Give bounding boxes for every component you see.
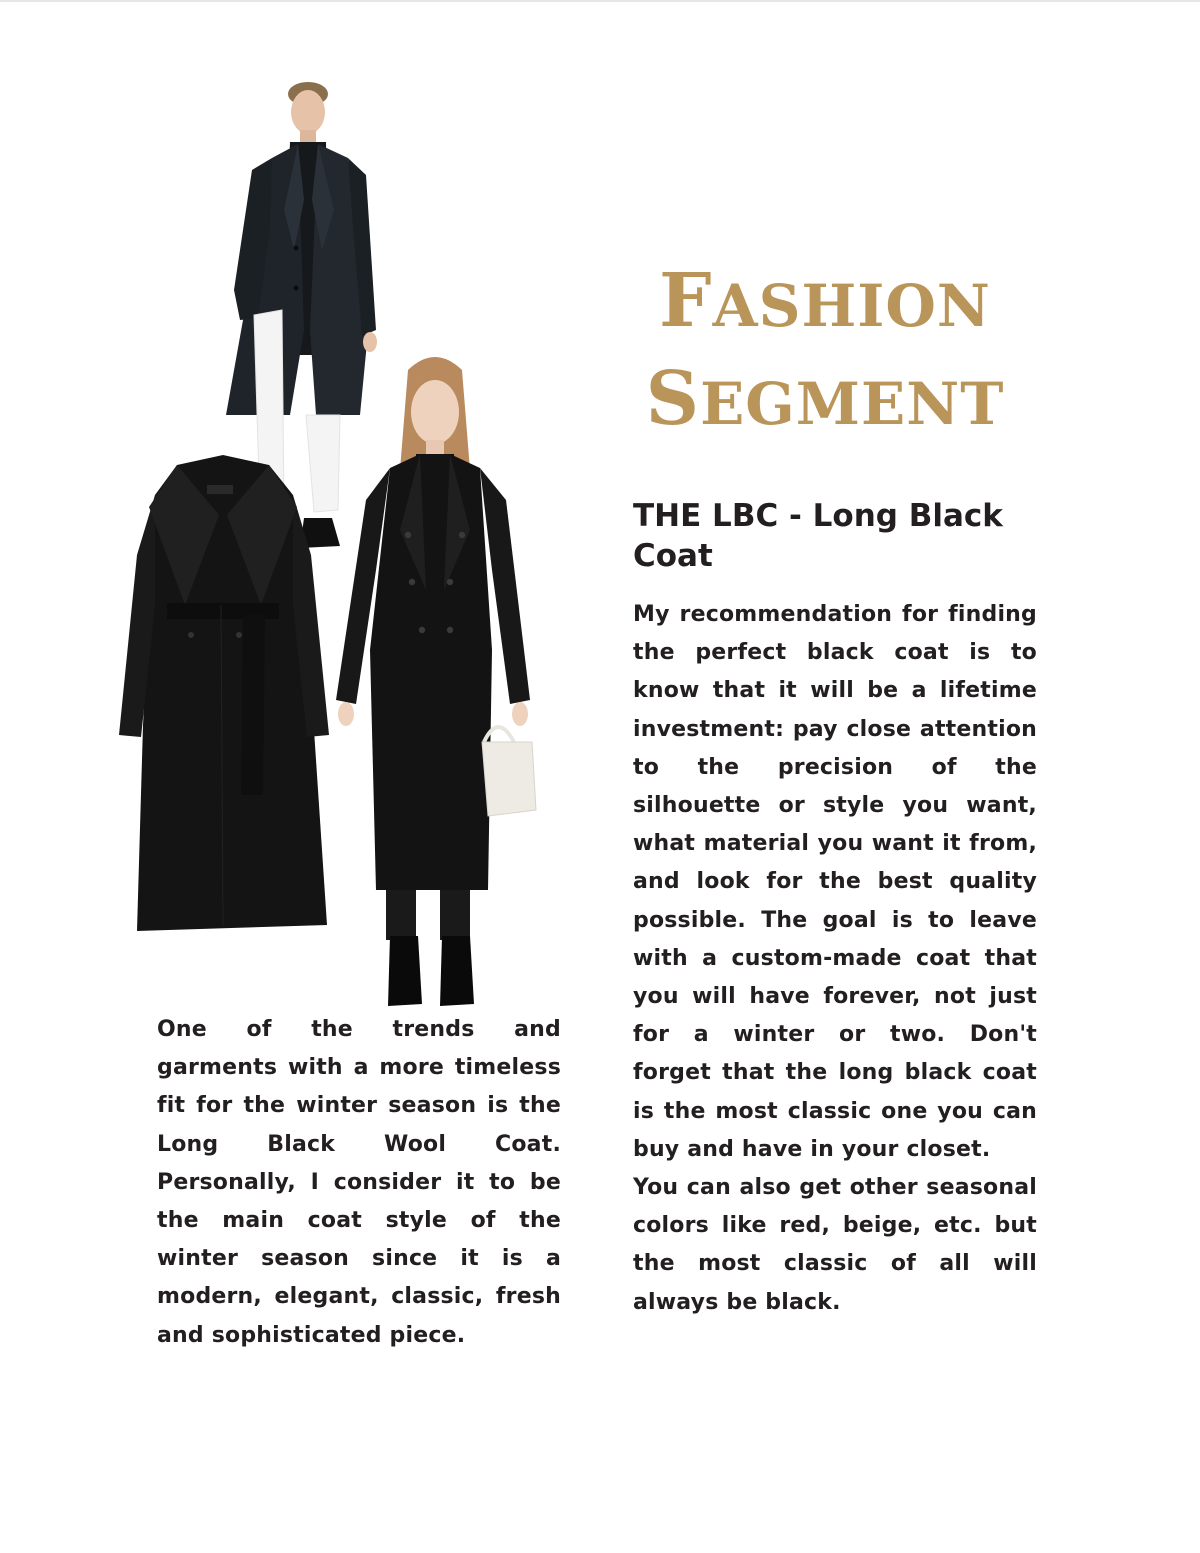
title-line-1-capital: F	[659, 258, 713, 344]
belted-black-coat-photo	[115, 455, 330, 935]
article-heading: THE LBC - Long Black Coat	[633, 498, 1003, 574]
top-divider	[0, 0, 1200, 2]
right-column-text	[633, 596, 1037, 1322]
title-line-2	[600, 356, 1050, 458]
woman-in-long-black-coat-photo	[330, 350, 540, 1010]
title-line-1-rest: ASHION	[712, 272, 991, 340]
page-title	[600, 258, 1050, 458]
right-paragraph-1: My recommendation for finding the perfect black coat is to know that it will be a lifetime investment: pay close attention to the precision of the silhouette or style you want, what material you want it from, and look for the best quality possible. The goal is to leave with a custom-made coat that you will have forever, not just for a winter or two. Don't forget that the long black coat is the most classic one you can buy and have in your closet.	[633, 602, 1037, 1162]
left-column-text	[157, 1011, 561, 1355]
right-paragraph-2: You can also get other seasonal colors like red, beige, etc. but the most classic of all will always be black.	[633, 1175, 1037, 1315]
title-line-2-capital: S	[645, 356, 701, 442]
left-paragraph: One of the trends and garments with a more timeless fit for the winter season is the Long Black Wool Coat. Personally, I consider it to be the main coat style of the winter season since it is a modern, elegant, classic, fresh and sophisticated piece.	[157, 1017, 561, 1348]
title-line-1	[600, 258, 1050, 360]
title-line-2-rest: EGMENT	[700, 370, 1005, 438]
